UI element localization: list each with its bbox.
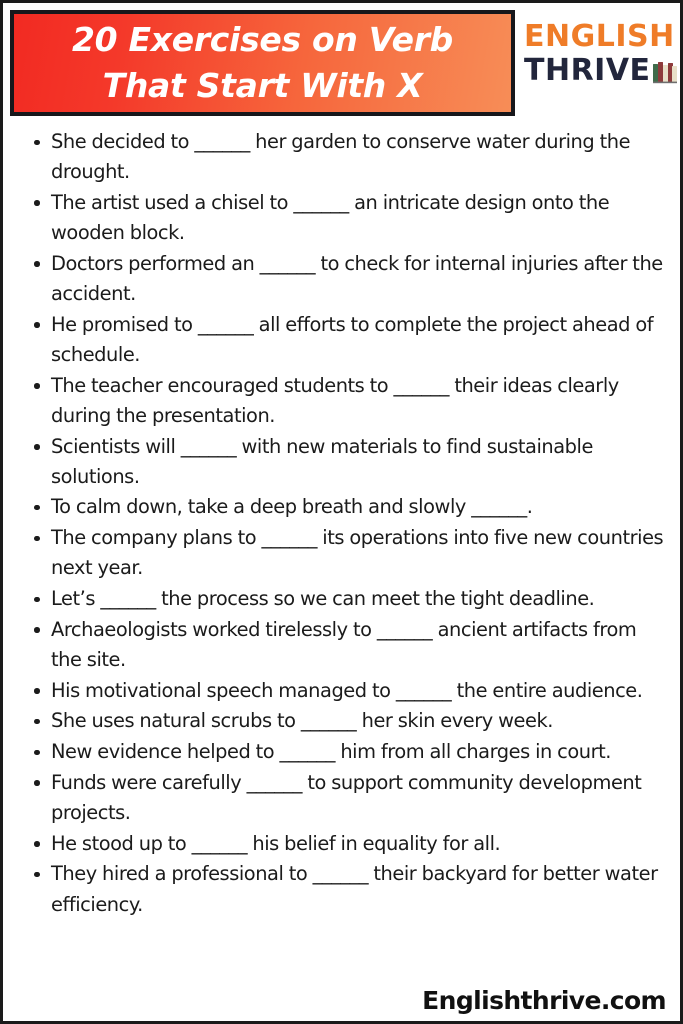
- list-item: Doctors performed an ______ to check for internal injuries after the accident.: [3, 249, 666, 309]
- logo-text-english: ENGLISH: [524, 19, 675, 54]
- logo-row-secondary: [524, 52, 678, 88]
- list-item: He stood up to ______ his belief in equality for all.: [3, 829, 666, 859]
- list-item: New evidence helped to ______ him from all charges in court.: [3, 737, 666, 767]
- list-item: Let’s ______ the process so we can meet the tight deadline.: [3, 584, 666, 614]
- list-item: He promised to ______ all efforts to complete the project ahead of schedule.: [3, 310, 666, 370]
- page-title: [66, 17, 459, 108]
- list-item: They hired a professional to ______ their backyard for better water efficiency.: [3, 859, 666, 919]
- list-item: She uses natural scrubs to ______ her skin every week.: [3, 706, 666, 736]
- exercise-list: [3, 127, 680, 920]
- list-item: The artist used a chisel to ______ an intricate design onto the wooden block.: [3, 188, 666, 248]
- page-title-line-2: That Start With X: [102, 66, 423, 105]
- page-title-line-1: 20 Exercises on Verb: [72, 20, 453, 60]
- site-credit: Englishthrive.com: [422, 986, 666, 1015]
- list-item: Scientists will ______ with new materials to find sustainable solutions.: [3, 432, 666, 492]
- brand-logo[interactable]: [524, 21, 680, 86]
- list-item: Archaeologists worked tirelessly to ______ ancient artifacts from the site.: [3, 615, 666, 675]
- title-banner: [10, 10, 515, 116]
- list-item: The teacher encouraged students to ______ their ideas clearly during the presentation.: [3, 371, 666, 431]
- list-item: She decided to ______ her garden to conserve water during the drought.: [3, 127, 666, 187]
- logo-text-thrive: THRIVE: [524, 52, 651, 88]
- list-item: The company plans to ______ its operations into five new countries next year.: [3, 523, 666, 583]
- list-item: Funds were carefully ______ to support community development projects.: [3, 768, 666, 828]
- page-header: [3, 3, 680, 125]
- list-item: To calm down, take a deep breath and slowly ______.: [3, 492, 666, 522]
- books-icon: [652, 57, 678, 85]
- list-item: His motivational speech managed to ______ the entire audience.: [3, 676, 666, 706]
